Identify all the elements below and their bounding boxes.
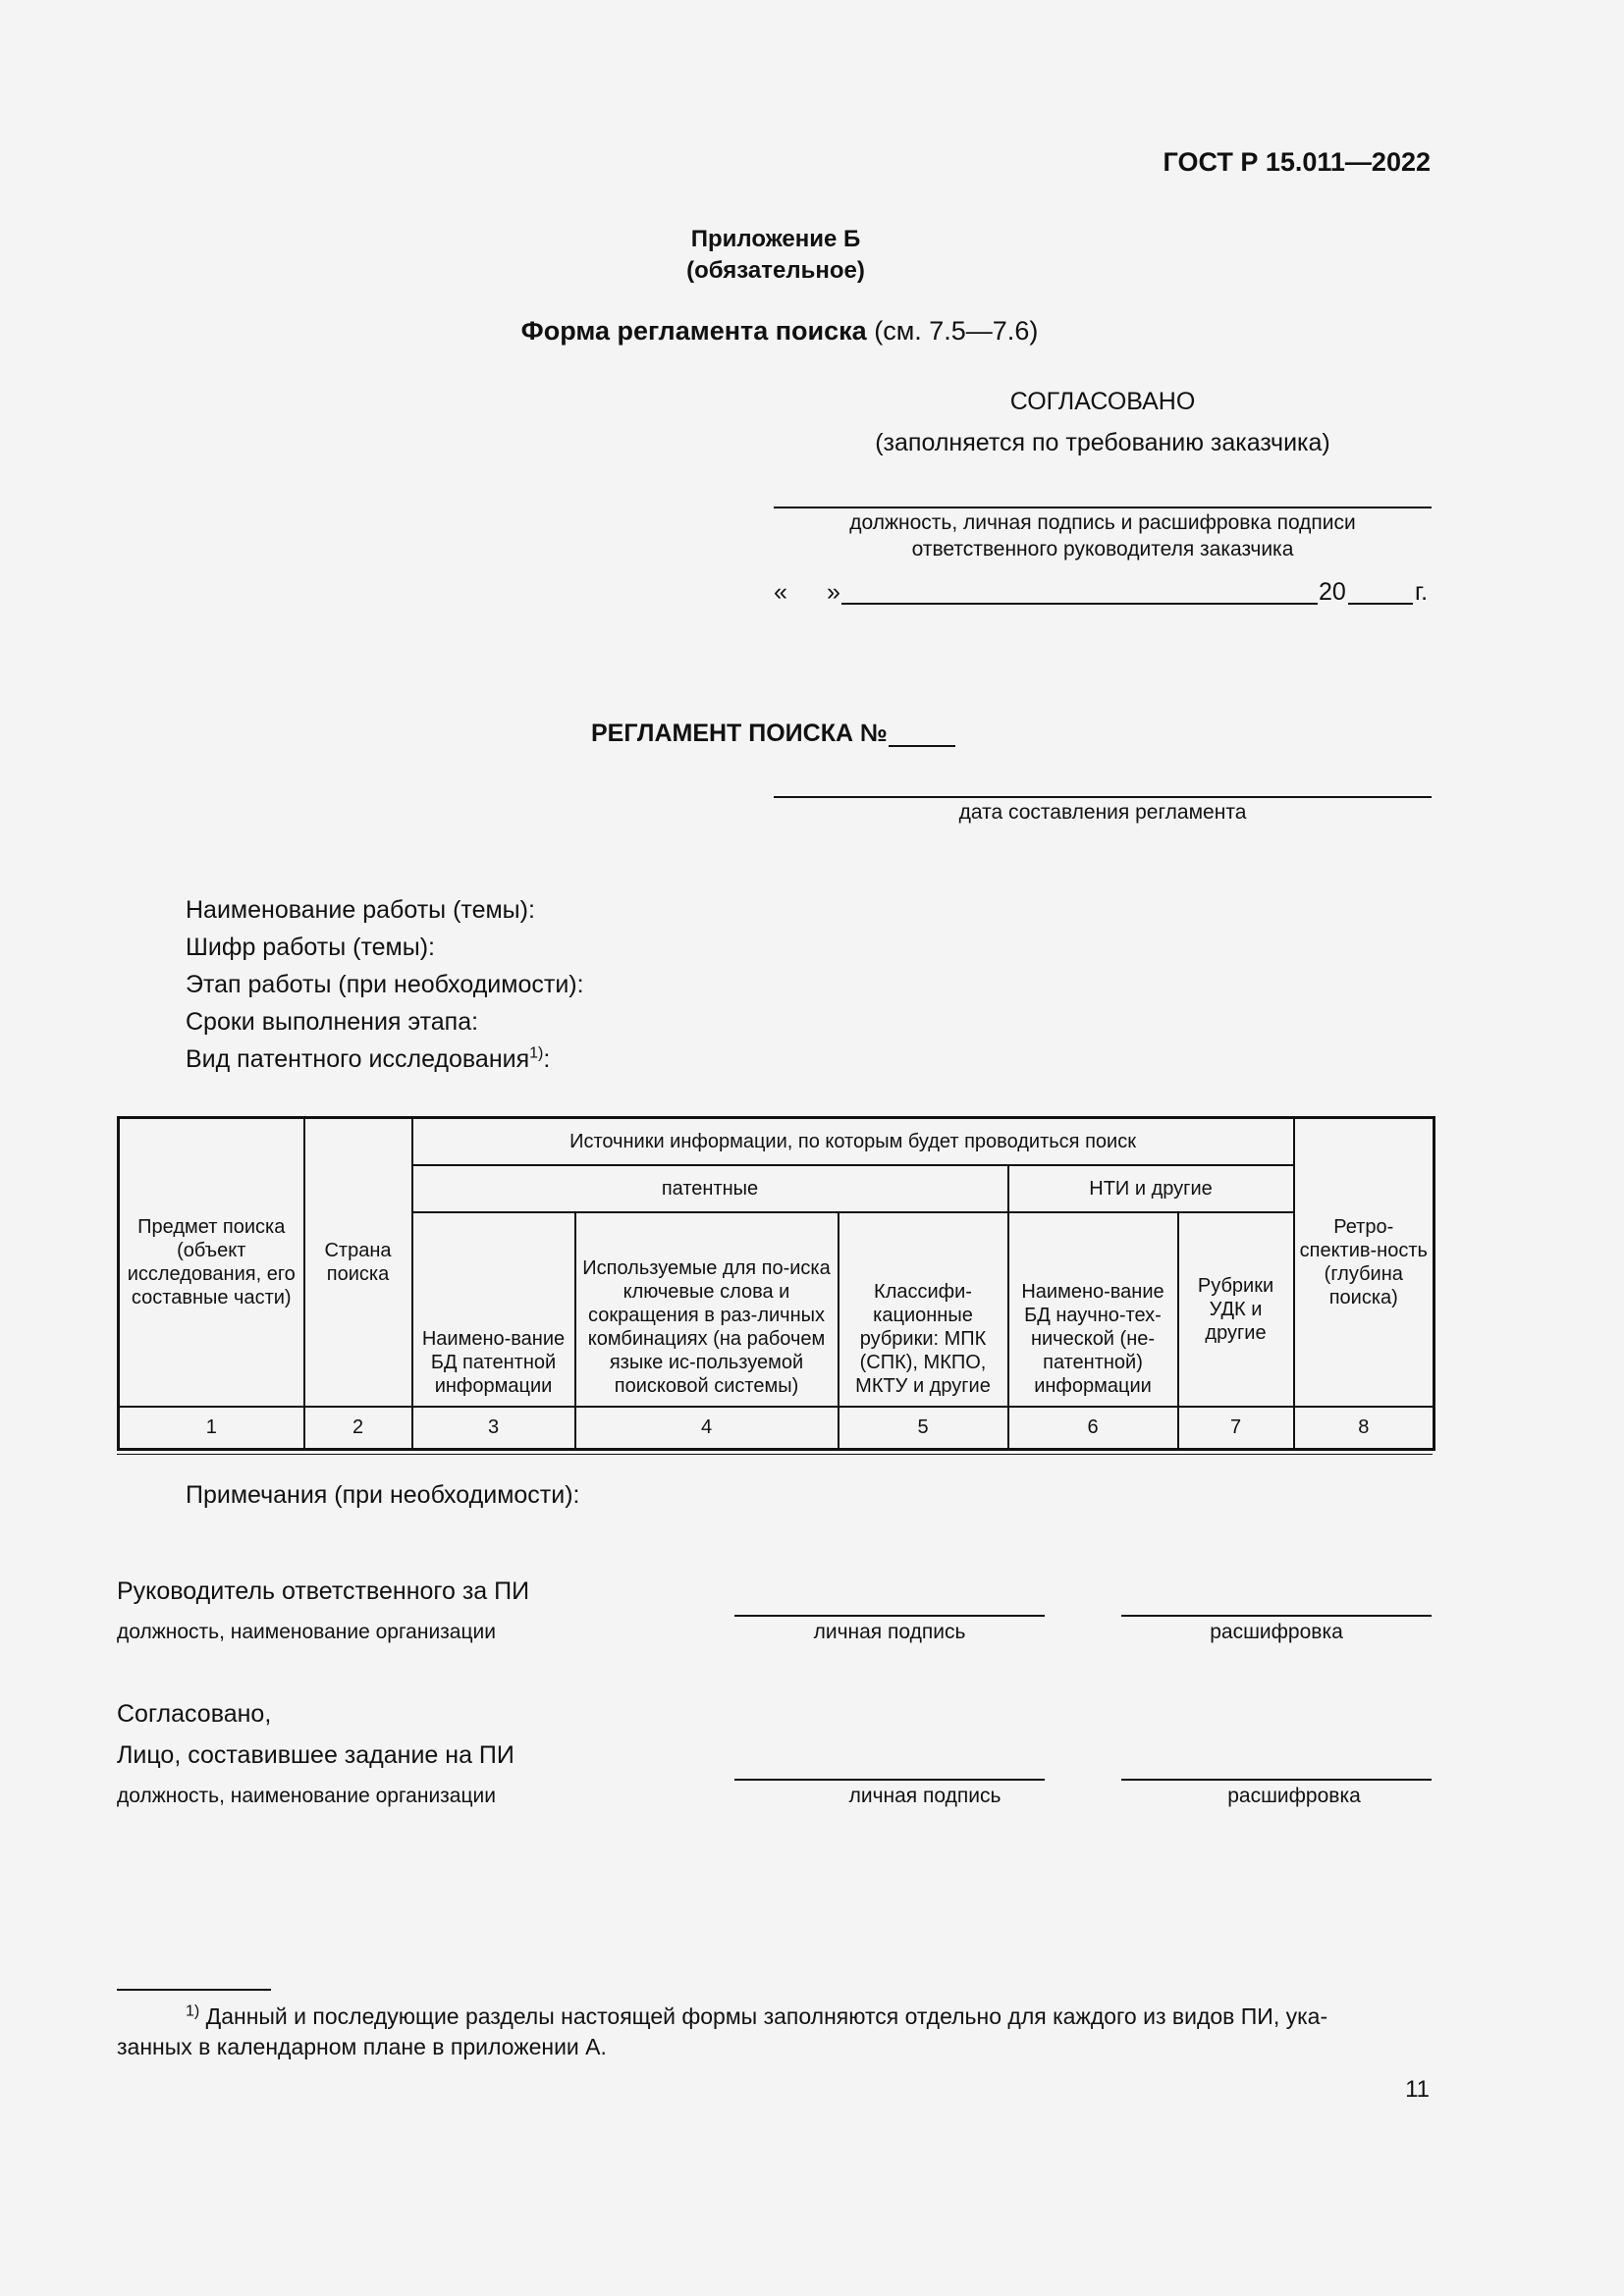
col-retrospective-header: Ретро-спектив-ность (глубина поиска) — [1294, 1118, 1435, 1407]
date-open-quote: « — [774, 578, 787, 606]
reglament-number-line — [889, 745, 955, 747]
approval-label: СОГЛАСОВАНО — [1009, 388, 1196, 415]
head-transcript-line — [1121, 1615, 1432, 1617]
field-stage-deadlines: Сроки выполнения этапа: — [186, 1008, 479, 1036]
col-keywords-header: Используемые для по-иска ключевые слова и сокращения в раз-личных комбинациях (на рабочем языке ис-пользуемой поисковой системы) — [575, 1212, 839, 1407]
notes-label: Примечания (при необходимости): — [186, 1481, 580, 1509]
head-transcript-caption: расшифровка — [1210, 1621, 1343, 1643]
author-position-caption: должность, наименование организации — [117, 1785, 496, 1807]
field-work-name: Наименование работы (темы): — [186, 896, 535, 924]
column-number: 2 — [304, 1407, 412, 1450]
field-work-stage: Этап работы (при необходимости): — [186, 971, 584, 998]
appendix-title: Приложение Б — [690, 226, 861, 252]
patent-sources-header: патентные — [412, 1165, 1008, 1212]
date-close-quote: » — [827, 578, 840, 606]
appendix-status: (обязательное) — [686, 257, 865, 284]
form-title-ref: (см. 7.5—7.6) — [866, 316, 1039, 346]
column-number: 8 — [1294, 1407, 1435, 1450]
approval-caption-1: должность, личная подпись и расшифровка подписи — [849, 511, 1356, 534]
head-position-caption: должность, наименование организации — [117, 1621, 496, 1643]
page-number: 11 — [1405, 2076, 1430, 2103]
footnote-line-1 — [117, 2002, 1433, 2032]
author-transcript-caption: расшифровка — [1227, 1785, 1361, 1807]
author-transcript-line — [1121, 1779, 1432, 1781]
column-number: 1 — [119, 1407, 304, 1450]
approval-signature-line — [774, 507, 1432, 508]
nti-sources-header: НТИ и другие — [1008, 1165, 1294, 1212]
column-number: 7 — [1178, 1407, 1294, 1450]
col-nti-db-header: Наимено-вание БД научно-тех-нической (не-патентной) информации — [1008, 1212, 1178, 1407]
field-research-type-colon: : — [543, 1045, 551, 1073]
form-title — [295, 316, 1265, 347]
head-title: Руководитель ответственного за ПИ — [117, 1577, 530, 1605]
form-title-main: Форма регламента поиска — [520, 316, 867, 346]
col-country-header: Страна поиска — [304, 1118, 412, 1407]
agreed-label: Согласовано, — [117, 1700, 272, 1728]
footnote-mark: 1) — [186, 2002, 200, 2020]
table-bottom-rule — [117, 1454, 1433, 1455]
head-signature-line — [734, 1615, 1045, 1617]
field-work-code: Шифр работы (темы): — [186, 934, 435, 961]
column-number: 6 — [1008, 1407, 1178, 1450]
date-year-line — [1348, 603, 1413, 605]
footnote-separator — [117, 1989, 271, 1991]
col-classification-header: Классифи-кационные рубрики: МПК (СПК), МКПО, МКТУ и другие — [839, 1212, 1008, 1407]
date-month-line — [841, 603, 1318, 605]
footnote-ref: 1) — [529, 1044, 544, 1062]
column-number: 3 — [412, 1407, 575, 1450]
footnote-text-1: Данный и последующие разделы настоящей формы заполняются отдельно для каждого из видов ПИ, ука- — [199, 2003, 1328, 2029]
document-number: ГОСТ Р 15.011—2022 — [1163, 147, 1431, 177]
date-year-suffix: г. — [1415, 578, 1429, 606]
footnote-line-2: занных в календарном плане в приложении А. — [117, 2034, 607, 2059]
approval-caption-2: ответственного руководителя заказчика — [911, 538, 1294, 561]
sources-header: Источники информации, по которым будет проводиться поиск — [412, 1118, 1294, 1165]
search-regulation-table — [117, 1116, 1435, 1451]
column-number: 4 — [575, 1407, 839, 1450]
reglament-date-caption: дата составления регламента — [958, 801, 1247, 824]
field-research-type-text: Вид патентного исследования — [186, 1045, 530, 1073]
col-subject-header: Предмет поиска (объект исследования, его составные части) — [119, 1118, 304, 1407]
head-signature-caption: личная подпись — [813, 1621, 966, 1643]
author-signature-caption: личная подпись — [848, 1785, 1001, 1807]
footnote — [117, 2002, 1433, 2062]
author-signature-line — [734, 1779, 1045, 1781]
author-title: Лицо, составившее задание на ПИ — [117, 1741, 514, 1769]
col-udc-header: Рубрики УДК и другие — [1178, 1212, 1294, 1407]
reglament-title: РЕГЛАМЕНТ ПОИСКА № — [591, 720, 888, 747]
date-year-prefix: 20 — [1319, 578, 1346, 606]
reglament-date-line — [774, 796, 1432, 798]
column-number: 5 — [839, 1407, 1008, 1450]
col-patent-db-header: Наимено-вание БД патентной информации — [412, 1212, 575, 1407]
approval-note: (заполняется по требованию заказчика) — [875, 429, 1330, 456]
field-research-type — [186, 1045, 550, 1074]
